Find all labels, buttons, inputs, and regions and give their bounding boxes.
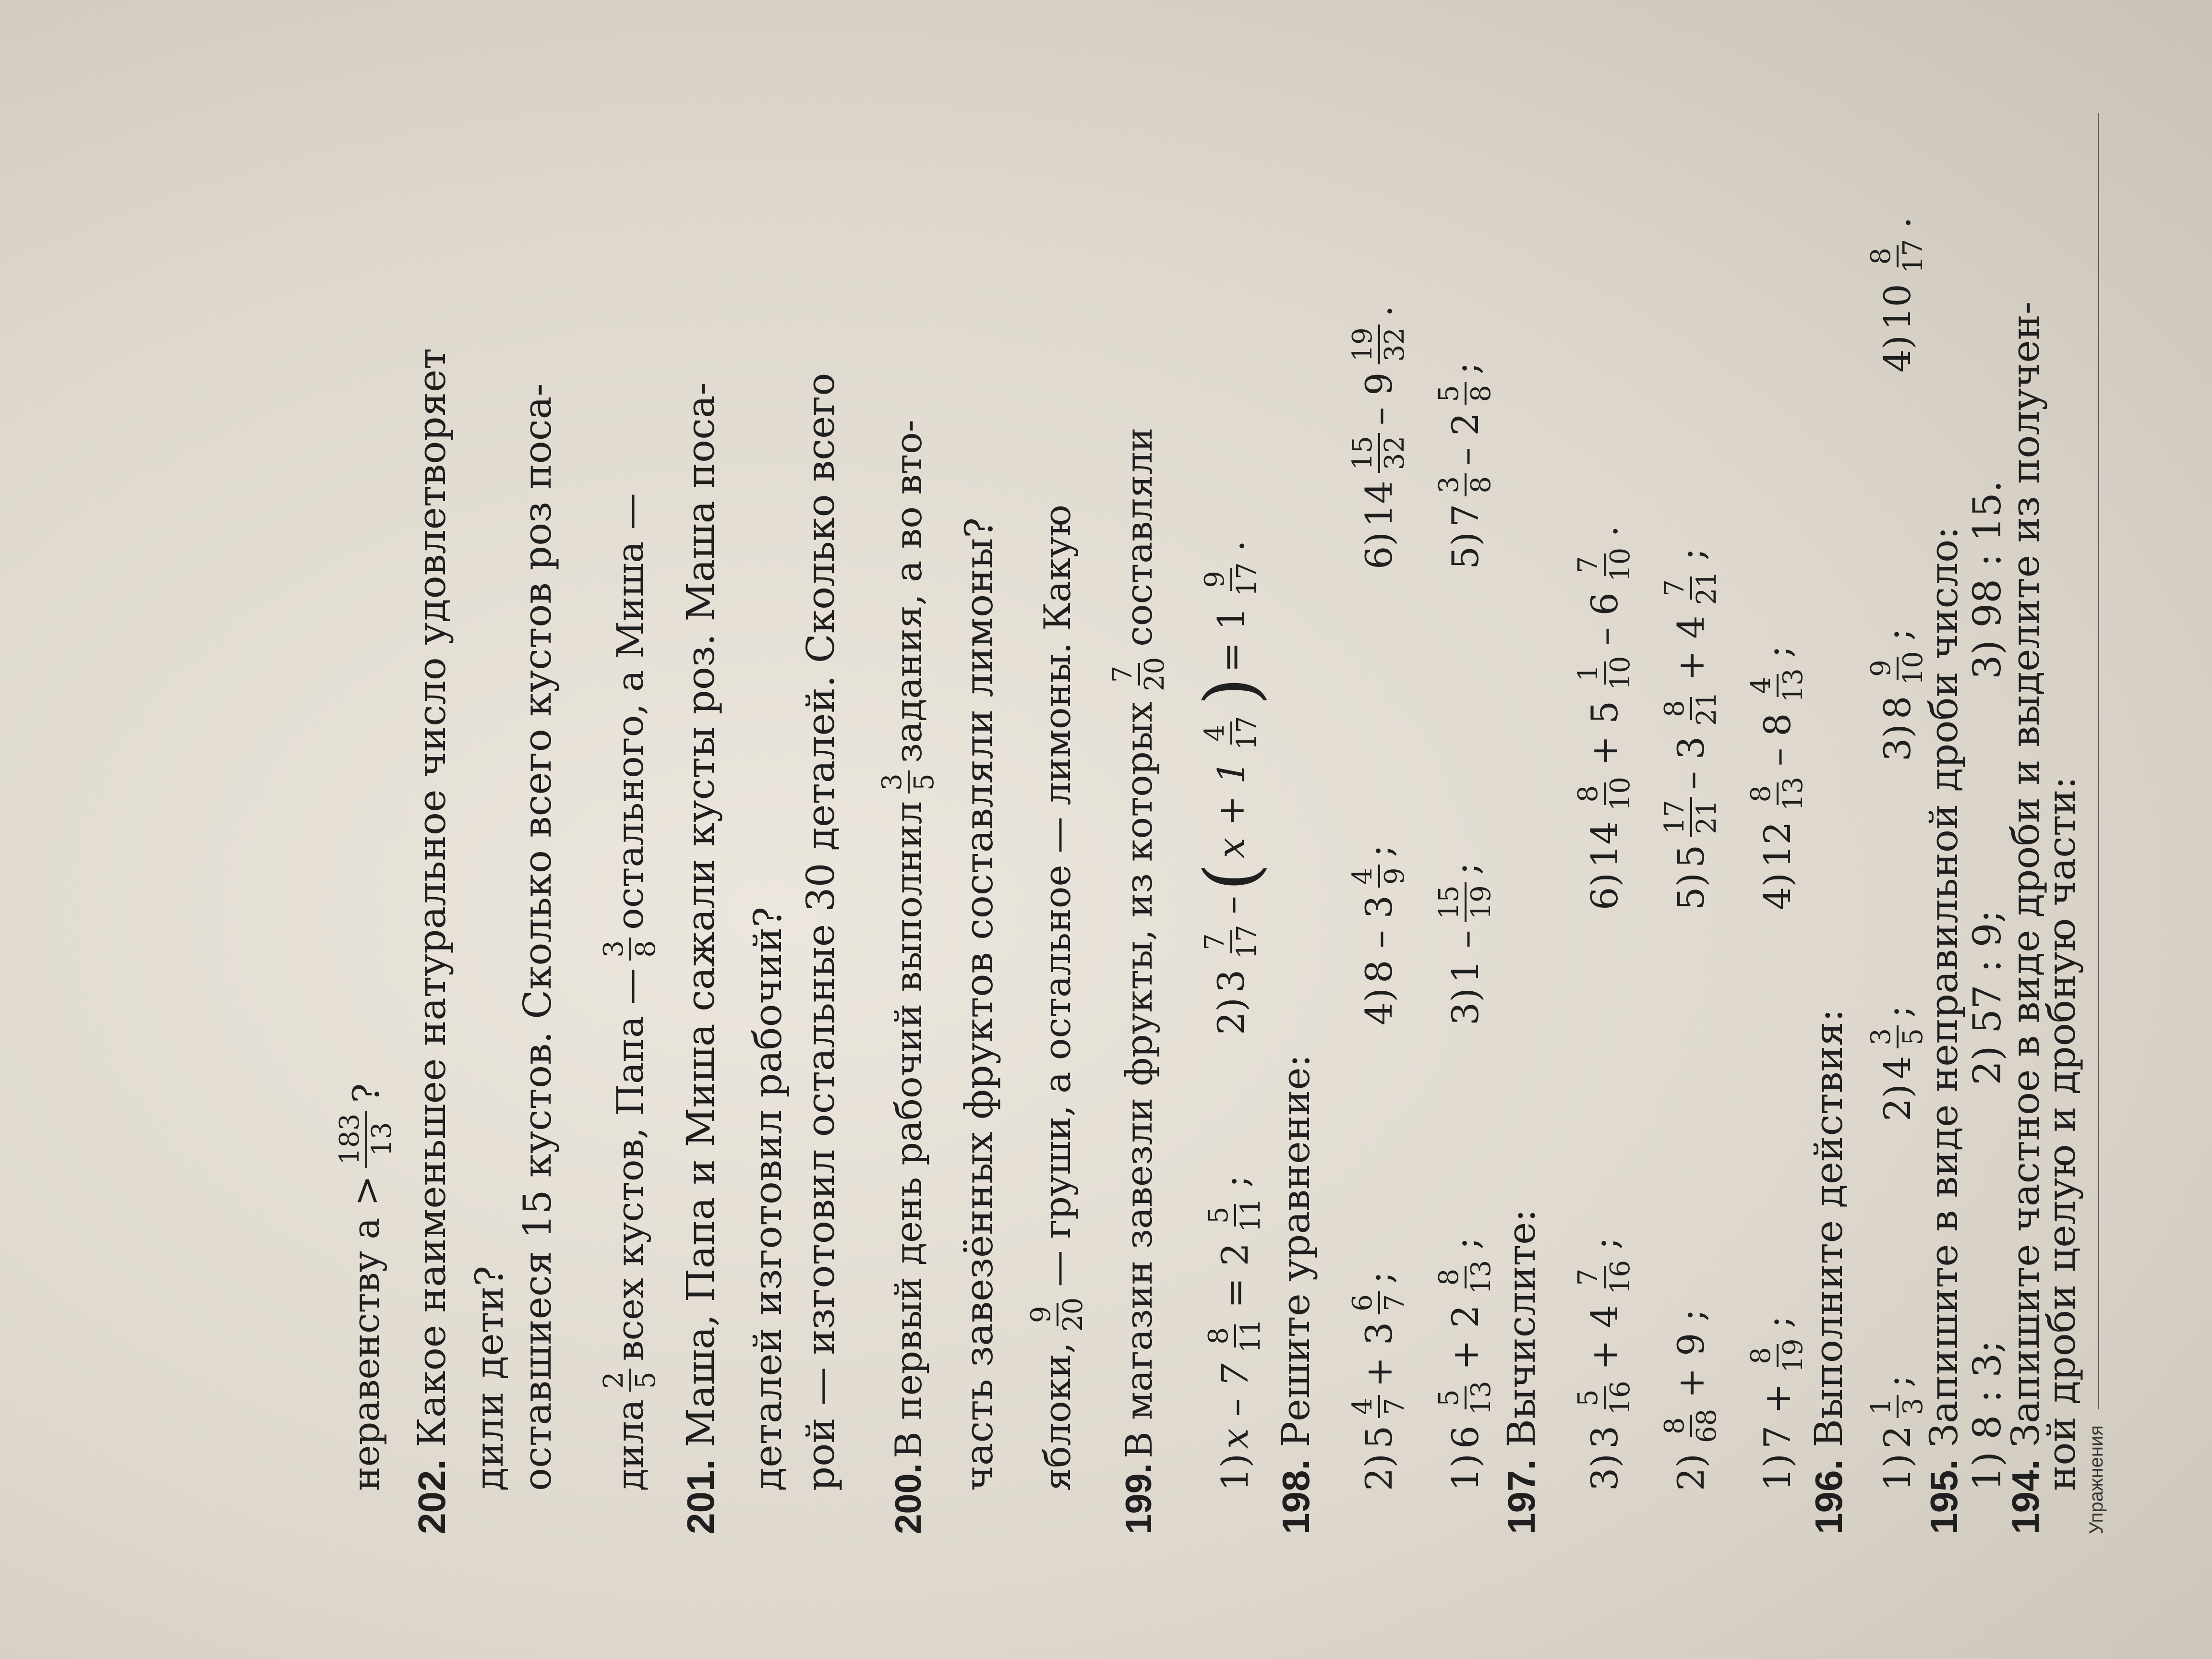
fraction: [1349, 1291, 1409, 1314]
whole-part: 10: [1875, 284, 1919, 330]
whole-part: 5: [1669, 844, 1712, 868]
fraction: [1661, 568, 1721, 608]
numerator: 5: [1435, 1386, 1467, 1409]
expression-part: x – 7: [1213, 1363, 1256, 1449]
punctuation: ;: [1443, 862, 1487, 875]
whole-part: 3: [1210, 969, 1252, 993]
task-label: 2): [1210, 997, 1252, 1035]
whole-part: 6: [1443, 1425, 1487, 1449]
task-label: 1): [1755, 1453, 1799, 1491]
operator: – 3: [1669, 736, 1712, 790]
punctuation: ;: [1755, 645, 1799, 658]
whole-part: 14: [1583, 821, 1626, 868]
operator: + 3: [1357, 1322, 1400, 1387]
right-paren: ): [1190, 677, 1273, 706]
task-197-1: [1435, 1237, 1496, 1491]
exercise-text: часть завезённых фруктов составляли лимоны?: [957, 517, 1001, 1491]
denominator: 32: [1379, 436, 1410, 470]
whole-part: 12: [1755, 821, 1799, 868]
operator: + 4: [1669, 615, 1712, 681]
exercise-number: 202.: [410, 1459, 453, 1534]
exercise-201-line1: [678, 382, 723, 1534]
numerator: 8: [1435, 1266, 1467, 1289]
numerator: 4: [1747, 674, 1779, 697]
numerator: 19: [1349, 325, 1380, 364]
operator: = 2: [1213, 1242, 1256, 1309]
task-label: 2): [1669, 1453, 1712, 1491]
denominator: 7: [1379, 1294, 1410, 1311]
numerator: 8: [1661, 1415, 1692, 1438]
denominator: 11: [1235, 1319, 1266, 1353]
exercise-number: 200.: [888, 1463, 929, 1534]
exercise-number: 199.: [1118, 1463, 1159, 1534]
expression-part: 7 +: [1755, 1383, 1799, 1449]
task-196-4: [1747, 646, 1808, 910]
task-label: 2): [1875, 1083, 1919, 1121]
exercise-text: яблоки,: [1035, 1342, 1079, 1491]
exercise-text: неравенству a >: [344, 1175, 387, 1491]
whole-part: 4: [1875, 1056, 1919, 1079]
operator: + 5: [1583, 700, 1626, 766]
task-197-4: [1349, 845, 1409, 1025]
fraction: [336, 1111, 397, 1168]
task-195-4: [1867, 217, 1928, 373]
exercise-199-line3: [957, 517, 1001, 1491]
denominator: 13: [1777, 668, 1809, 703]
exercise-202-line2: [336, 1083, 397, 1491]
numerator: 7: [1661, 577, 1692, 600]
fraction: [1867, 648, 1928, 688]
exercise-text: дили дети?: [467, 1265, 512, 1491]
punctuation: ;: [1875, 1375, 1919, 1387]
fraction: [1661, 797, 1721, 837]
exercise-199-line1: [1109, 428, 1169, 1534]
task-label: 6): [1583, 872, 1626, 910]
fraction: [1575, 1257, 1635, 1297]
task-197-5: [1435, 362, 1496, 569]
denominator: 32: [1379, 327, 1410, 362]
denominator: 13: [1777, 777, 1809, 811]
exercise-text: ?: [344, 1083, 387, 1103]
denominator: 16: [1604, 1260, 1636, 1295]
task-label: 3): [1583, 1453, 1626, 1491]
fraction: [1867, 236, 1928, 276]
denominator: 8: [1465, 385, 1497, 402]
denominator: 10: [1604, 547, 1636, 582]
fraction: [1747, 1336, 1808, 1376]
whole-part: 7: [1443, 504, 1487, 527]
numerator: 3: [600, 938, 631, 961]
exercise-196-line: [1806, 1009, 1851, 1534]
task-label: 3): [1443, 987, 1487, 1025]
numerator: 8: [1747, 1344, 1779, 1367]
numerator: 5: [1575, 1386, 1606, 1409]
numerator: 9: [1027, 1303, 1058, 1326]
fraction: [600, 938, 661, 961]
exercise-text: дила: [608, 1399, 651, 1491]
punctuation: .: [1357, 305, 1400, 317]
task-label: 1): [1875, 1453, 1919, 1491]
exercise-201-line2: [600, 493, 661, 1491]
task-label: 5): [1443, 531, 1487, 569]
exercise-200-line3: [745, 906, 790, 1491]
numerator: 183: [336, 1111, 367, 1168]
task-label: 4): [1357, 987, 1400, 1025]
exercise-199-line2: [1027, 505, 1088, 1491]
exercise-text: — груши, а остальное — лимоны. Какую: [1035, 505, 1079, 1287]
exercise-number: 194.: [2004, 1459, 2047, 1534]
fraction: [600, 1369, 661, 1392]
fraction: [1205, 1195, 1265, 1235]
task-label: 5): [1669, 872, 1712, 910]
denominator: 8: [630, 940, 661, 958]
left-paren: (: [1190, 863, 1273, 891]
punctuation: .: [1875, 216, 1919, 228]
exercise-text: Какое наименьшее натуральное число удовлетворяет: [409, 348, 454, 1447]
fraction: [1109, 654, 1169, 694]
denominator: 16: [1604, 1381, 1636, 1415]
denominator: 5: [908, 773, 940, 791]
denominator: 19: [1777, 1338, 1809, 1373]
exercise-text: всех кустов, Папа —: [608, 968, 651, 1361]
numerator: 8: [1205, 1324, 1236, 1347]
denominator: 10: [1897, 651, 1929, 685]
denominator: 21: [1691, 800, 1722, 834]
fraction: [1349, 865, 1409, 888]
whole-part: 8: [1875, 696, 1919, 719]
exercise-text: Запишите частное в виде дроби и выделите из получен-: [2003, 301, 2048, 1447]
denominator: 9: [1379, 867, 1410, 885]
denominator: 19: [1465, 885, 1497, 920]
numerator: 2: [600, 1369, 631, 1392]
fraction: [1435, 1257, 1496, 1297]
page-header: Упражнения: [2086, 1425, 2107, 1534]
expression-part: 1 –: [1443, 930, 1487, 983]
numerator: 3: [1867, 1025, 1899, 1048]
exercise-text: оставшиеся 15 кустов. Сколько всего кустов роз поса-: [515, 383, 560, 1491]
operator: –: [1210, 896, 1252, 914]
numerator: 8: [1867, 245, 1899, 268]
exercise-number: 201.: [679, 1459, 722, 1534]
fraction: [1575, 653, 1635, 693]
punctuation: ;: [1875, 628, 1919, 641]
punctuation: ;: [1357, 1271, 1400, 1284]
exercise-text: ной дроби целую и дробную части:: [2039, 776, 2084, 1491]
expression-part: 8 – 3: [1357, 895, 1400, 983]
exercise-text: задания, а во вто-: [887, 420, 930, 763]
denominator: 3: [1897, 1397, 1929, 1415]
numerator: 7: [1109, 663, 1140, 686]
denominator: 5: [630, 1371, 661, 1389]
task-197-3: [1435, 863, 1496, 1025]
denominator: 21: [1691, 691, 1722, 726]
punctuation: ;: [1583, 1237, 1626, 1250]
numerator: 7: [1575, 1266, 1606, 1289]
numerator: 5: [1435, 382, 1467, 405]
denominator: 17: [1231, 562, 1262, 597]
task-label: 4): [1755, 872, 1799, 910]
task-198-2: [1190, 540, 1273, 1035]
exercise-202-line1: [409, 348, 454, 1534]
exercise-number: 196.: [1807, 1459, 1850, 1534]
exercise-text: Маша, Папа и Миша сажали кусты роз. Маша поса-: [678, 382, 723, 1447]
exercise-number: 197.: [1500, 1459, 1543, 1534]
whole-part: 2: [1875, 1425, 1919, 1449]
numerator: 8: [1747, 782, 1779, 805]
fraction: [1435, 1378, 1496, 1418]
denominator: 13: [366, 1122, 397, 1156]
task-label: 3): [1875, 723, 1919, 761]
operator: = 1: [1210, 607, 1252, 673]
denominator: 5: [1897, 1028, 1929, 1046]
numerator: 3: [878, 770, 910, 793]
numerator: 8: [1661, 697, 1692, 720]
exercise-text: деталей изготовил рабочий?: [745, 906, 790, 1491]
punctuation: ;: [1443, 1237, 1487, 1250]
task-195-3: [1867, 628, 1928, 761]
punctuation: .: [1583, 525, 1626, 537]
fraction: [1201, 713, 1262, 753]
task-item: 3) 98 : 15.: [1965, 480, 2009, 680]
numerator: 9: [1201, 568, 1232, 591]
task-196-3: [1575, 1237, 1635, 1491]
task-197-2: [1349, 1272, 1409, 1491]
punctuation: ;: [1669, 548, 1712, 561]
denominator: 17: [1897, 239, 1929, 274]
numerator: 8: [1575, 782, 1606, 805]
exercise-text: составляли: [1117, 427, 1160, 647]
whole-part: 14: [1357, 481, 1400, 527]
task-item: 1) 8 : 3;: [1965, 1340, 2009, 1491]
exercise-194-line2: [2039, 776, 2084, 1491]
punctuation: ;: [1875, 1005, 1919, 1018]
exercise-201-line4: [467, 1265, 512, 1491]
task-item: 2) 57 : 9;: [1965, 910, 2009, 1085]
fraction: [1349, 1395, 1409, 1418]
exercise-195-line: [1922, 526, 1966, 1534]
expression-part: x + 1: [1210, 760, 1252, 858]
denominator: 17: [1231, 716, 1262, 750]
exercise-text: Вычислите:: [1499, 1209, 1544, 1447]
denominator: 13: [1465, 1381, 1497, 1415]
fraction: [878, 770, 939, 793]
numerator: 15: [1435, 882, 1467, 922]
denominator: 10: [1604, 656, 1636, 690]
denominator: 8: [1465, 476, 1497, 493]
operator: – 8: [1755, 713, 1799, 766]
exercise-194-items: [1965, 480, 2009, 1491]
numerator: 1: [1575, 661, 1606, 685]
numerator: 7: [1575, 553, 1606, 577]
operator: – 6: [1583, 592, 1626, 646]
denominator: 20: [1139, 657, 1170, 691]
operator: – 2: [1443, 412, 1487, 466]
numerator: 5: [1205, 1204, 1236, 1227]
exercise-text: Выполните действия:: [1806, 1009, 1851, 1447]
numerator: 4: [1201, 721, 1232, 745]
fraction: [1027, 1295, 1088, 1334]
task-196-5: [1661, 548, 1721, 911]
fraction: [1575, 1378, 1635, 1418]
numerator: 1: [1867, 1395, 1899, 1418]
numerator: 7: [1201, 930, 1232, 953]
numerator: 3: [1435, 473, 1467, 496]
operator: + 4: [1583, 1305, 1626, 1370]
fraction: [1867, 1025, 1928, 1048]
fraction: [1349, 433, 1409, 473]
exercise-201-line3: [515, 383, 560, 1491]
fraction: [1575, 545, 1635, 585]
exercise-text: В первый день рабочий выполнил: [887, 801, 930, 1459]
expression-part: + 9 ;: [1669, 1309, 1712, 1398]
punctuation: ;: [1443, 362, 1487, 374]
exercise-text: Запишите в виде неправильной дроби число:: [1922, 526, 1966, 1447]
exercise-197-line: [1499, 1209, 1544, 1534]
task-label: 1): [1443, 1453, 1487, 1491]
denominator: 20: [1057, 1297, 1089, 1332]
exercise-200-line1: [878, 420, 939, 1534]
whole-part: 3: [1583, 1425, 1626, 1449]
punctuation: ;: [1357, 844, 1400, 857]
exercise-text: рой — изготовил остальные 30 деталей. Сколько всего: [798, 373, 843, 1491]
denominator: 10: [1604, 777, 1636, 811]
fraction: [1575, 774, 1635, 814]
exercise-text: остального, а Миша —: [608, 493, 651, 930]
task-198-1: [1205, 1175, 1265, 1491]
fraction: [1201, 922, 1262, 962]
task-196-1: [1747, 1316, 1808, 1491]
denominator: 17: [1231, 925, 1262, 959]
task-195-2: [1867, 1005, 1928, 1121]
exercise-text: Решите уравнение:: [1274, 1054, 1318, 1447]
task-label: 4): [1875, 335, 1919, 373]
fraction: [1201, 559, 1262, 599]
numerator: 9: [1867, 657, 1899, 680]
denominator: 11: [1235, 1198, 1266, 1232]
punctuation: ;: [1755, 1315, 1799, 1328]
numerator: 4: [1349, 1395, 1380, 1418]
punctuation: .: [1210, 540, 1252, 552]
exercise-text: В магазин завезли фрукты, из которых: [1117, 702, 1160, 1459]
fraction: [1661, 1406, 1721, 1446]
task-label: 2): [1357, 1453, 1400, 1491]
exercise-198-line: [1274, 1054, 1318, 1534]
fraction: [1205, 1316, 1265, 1356]
denominator: 7: [1379, 1397, 1410, 1415]
denominator: 68: [1691, 1408, 1722, 1443]
fraction: [1867, 1395, 1928, 1418]
fraction: [1435, 882, 1496, 922]
numerator: 17: [1661, 797, 1692, 837]
numerator: 6: [1349, 1291, 1380, 1314]
punctuation: ;: [1213, 1175, 1256, 1188]
exercise-200-line2: [798, 373, 843, 1491]
task-195-1: [1867, 1375, 1928, 1491]
whole-part: 5: [1357, 1425, 1400, 1449]
task-196-6: [1575, 526, 1635, 910]
operator: – 9: [1357, 372, 1400, 425]
task-196-2: [1661, 1309, 1721, 1491]
exercise-number: 195.: [1923, 1459, 1965, 1534]
fraction: [1747, 665, 1808, 705]
numerator: 4: [1349, 865, 1380, 888]
task-label: 1): [1213, 1453, 1256, 1491]
numerator: 15: [1349, 433, 1380, 473]
operator: + 2: [1443, 1305, 1487, 1370]
fraction: [1435, 473, 1496, 496]
exercise-number: 198.: [1274, 1459, 1317, 1534]
header-rule: [2098, 113, 2099, 1409]
task-label: 6): [1357, 531, 1400, 569]
fraction: [1661, 689, 1721, 729]
fraction: [1435, 382, 1496, 405]
denominator: 21: [1691, 571, 1722, 605]
denominator: 13: [1465, 1260, 1497, 1295]
fraction: [1349, 325, 1409, 364]
task-197-6: [1349, 305, 1409, 569]
fraction: [1747, 774, 1808, 814]
